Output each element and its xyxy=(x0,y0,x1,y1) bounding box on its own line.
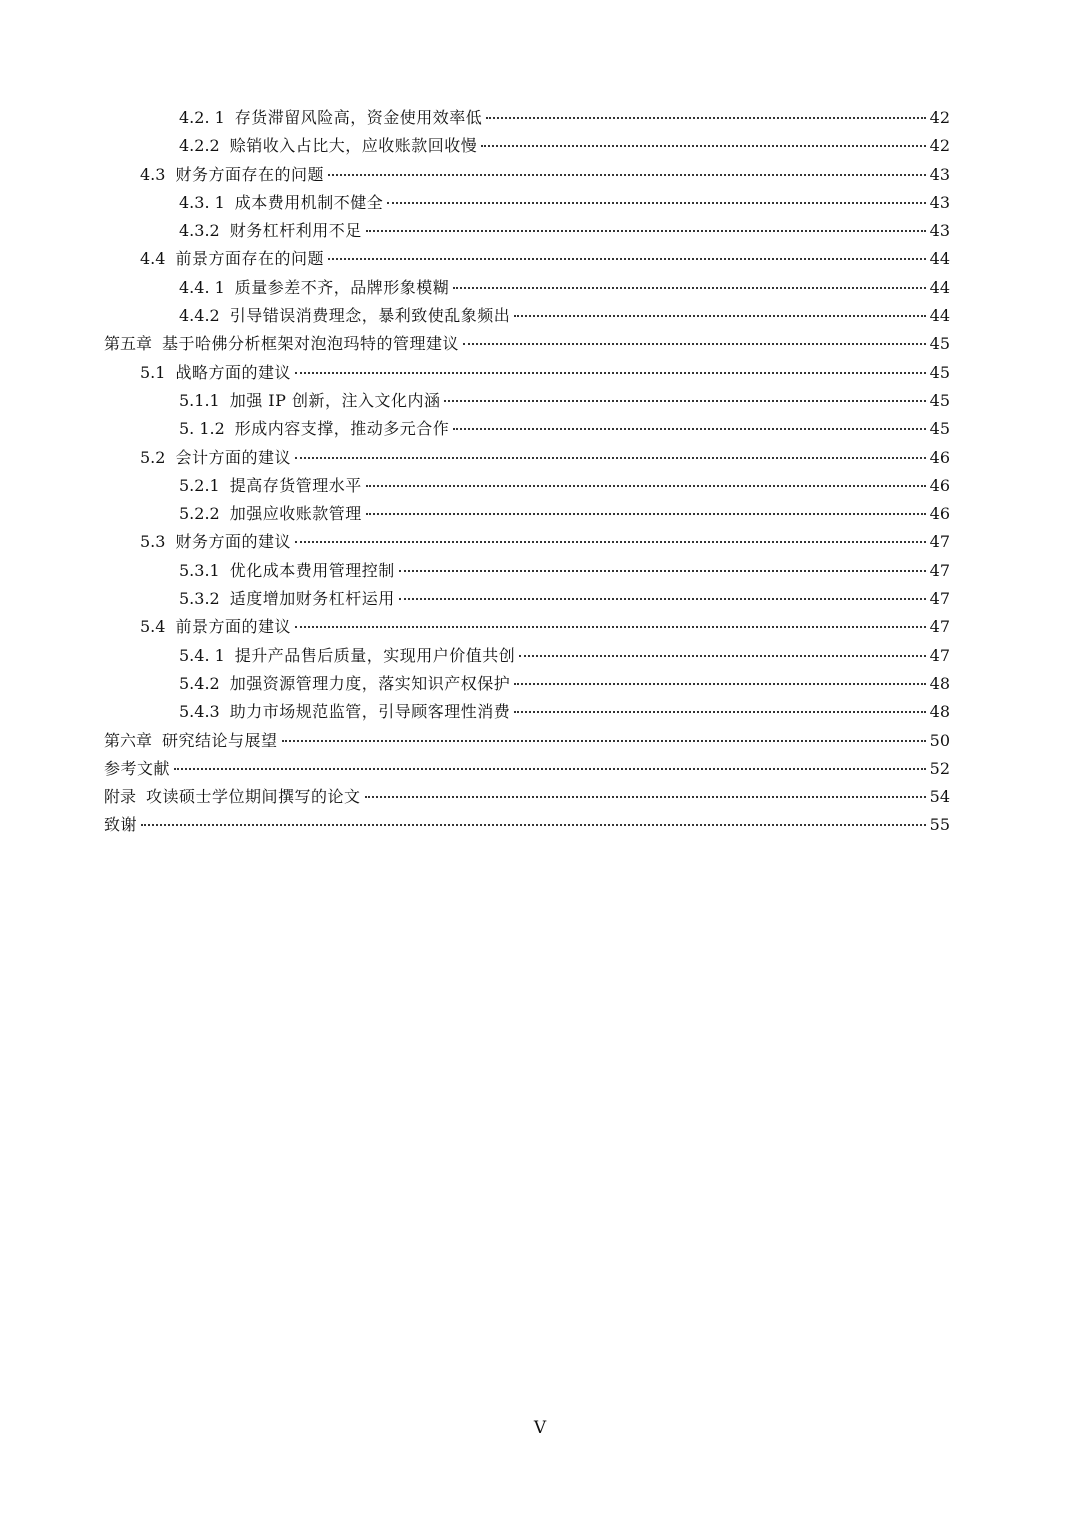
toc-entry[interactable] xyxy=(104,613,950,641)
dot-leader xyxy=(366,484,926,487)
toc-entry-title: 参考文献 xyxy=(104,758,171,778)
toc-entry-title: 战略方面的建议 xyxy=(175,362,291,382)
toc-entry[interactable] xyxy=(104,161,950,189)
toc-entry-page: 46 xyxy=(929,447,950,467)
dot-leader xyxy=(514,682,925,685)
toc-entry[interactable] xyxy=(104,245,950,273)
toc-entry[interactable] xyxy=(104,698,950,726)
dot-leader xyxy=(444,399,925,402)
dot-leader xyxy=(365,795,926,798)
toc-entry[interactable] xyxy=(104,330,950,358)
toc-entry-title: 加强 IP 创新，注入文化内涵 xyxy=(229,390,441,410)
dot-leader xyxy=(366,512,926,515)
toc-entry-page: 47 xyxy=(929,645,950,665)
toc-entry-title: 前景方面的建议 xyxy=(175,617,291,637)
toc-entry[interactable] xyxy=(104,755,950,783)
toc-entry-page: 44 xyxy=(929,306,950,326)
toc-entry-title: 提高存货管理水平 xyxy=(229,475,362,495)
toc-entry[interactable] xyxy=(104,727,950,755)
dot-leader xyxy=(366,229,926,232)
toc-entry[interactable] xyxy=(104,274,950,302)
toc-entry-number: 5.4 xyxy=(140,617,166,637)
toc-entry-title: 财务方面的建议 xyxy=(175,532,291,552)
toc-entry-page: 44 xyxy=(929,277,950,297)
dot-leader xyxy=(399,597,926,600)
toc-entry-number: 4.4.2 xyxy=(179,306,220,326)
toc-entry-page: 45 xyxy=(929,390,950,410)
toc-entry[interactable] xyxy=(104,189,950,217)
dot-leader xyxy=(295,371,926,374)
dot-leader xyxy=(463,342,926,345)
toc-entry-title: 前景方面存在的问题 xyxy=(175,249,324,269)
toc-entry[interactable] xyxy=(104,387,950,415)
toc-entry-page: 46 xyxy=(929,504,950,524)
dot-leader xyxy=(519,654,925,657)
toc-entry-title: 加强应收账款管理 xyxy=(229,504,362,524)
toc-entry[interactable] xyxy=(104,359,950,387)
toc-entry-page: 46 xyxy=(929,475,950,495)
toc-entry-title: 助力市场规范监管，引导顾客理性消费 xyxy=(229,702,511,722)
toc-entry[interactable] xyxy=(104,585,950,613)
toc-entry[interactable] xyxy=(104,444,950,472)
dot-leader xyxy=(295,540,926,543)
toc-entry-number: 5. 1.2 xyxy=(179,419,225,439)
page-number: V xyxy=(533,1418,547,1438)
toc-entry-number: 4.4 xyxy=(140,249,166,269)
toc-entry-page: 43 xyxy=(929,221,950,241)
toc-entry-page: 42 xyxy=(929,108,950,127)
toc-entry-title: 会计方面的建议 xyxy=(175,447,291,467)
toc-entry-title: 提升产品售后质量，实现用户价值共创 xyxy=(234,645,516,665)
toc-entry-number: 4.2. 1 xyxy=(179,108,225,127)
toc-entry-title: 适度增加财务杠杆运用 xyxy=(229,589,395,609)
toc-entry-title: 财务方面存在的问题 xyxy=(175,164,324,184)
toc-entry-page: 45 xyxy=(929,334,950,354)
toc-entry-number: 4.3 xyxy=(140,164,166,184)
dot-leader xyxy=(481,144,925,147)
toc-entry-number: 5.3.1 xyxy=(179,560,220,580)
toc-entry-title: 引导错误消费理念，暴利致使乱象频出 xyxy=(229,306,511,326)
toc-entry-page: 55 xyxy=(929,815,950,835)
toc-entry-page: 44 xyxy=(929,249,950,269)
toc-entry-page: 43 xyxy=(929,192,950,212)
toc-entry-page: 47 xyxy=(929,617,950,637)
toc-entry-page: 47 xyxy=(929,560,950,580)
toc-entry[interactable] xyxy=(104,811,950,839)
toc-entry-number: 5.3 xyxy=(140,532,166,552)
toc-entry-page: 43 xyxy=(929,164,950,184)
toc-entry-number: 4.3. 1 xyxy=(179,192,225,212)
toc-entry-number: 5.2.1 xyxy=(179,475,220,495)
toc-entry-title: 存货滞留风险高，资金使用效率低 xyxy=(234,108,483,127)
toc-entry-title: 致谢 xyxy=(104,815,138,835)
toc-entry-title: 形成内容支撑，推动多元合作 xyxy=(234,419,450,439)
dot-leader xyxy=(328,257,926,260)
toc-entry-page: 45 xyxy=(929,419,950,439)
toc-entry-number: 第五章 xyxy=(104,334,153,354)
toc-entry-number: 5.1 xyxy=(140,362,166,382)
toc-entry-title: 基于哈佛分析框架对泡泡玛特的管理建议 xyxy=(162,334,460,354)
dot-leader xyxy=(453,427,925,430)
toc-entry-number: 第六章 xyxy=(104,730,153,750)
toc-entry-page: 54 xyxy=(929,787,950,807)
dot-leader xyxy=(141,823,926,826)
dot-leader xyxy=(387,201,925,204)
dot-leader xyxy=(399,569,926,572)
toc-entry-title: 加强资源管理力度，落实知识产权保护 xyxy=(229,673,511,693)
toc-entry-title: 研究结论与展望 xyxy=(162,730,278,750)
toc-entry[interactable] xyxy=(104,472,950,500)
toc-entry-page: 47 xyxy=(929,532,950,552)
toc-entry[interactable] xyxy=(104,642,950,670)
toc-entry[interactable] xyxy=(104,302,950,330)
toc-entry[interactable] xyxy=(104,557,950,585)
toc-entry[interactable] xyxy=(104,670,950,698)
toc-entry[interactable] xyxy=(104,132,950,160)
toc-entry[interactable] xyxy=(104,217,950,245)
toc-entry-number: 附录 xyxy=(104,787,137,807)
toc-entry-page: 48 xyxy=(929,702,950,722)
toc-entry-page: 45 xyxy=(929,362,950,382)
dot-leader xyxy=(514,314,925,317)
toc-entry[interactable] xyxy=(104,104,950,132)
toc-entry-number: 5.1.1 xyxy=(179,390,220,410)
dot-leader xyxy=(514,710,925,713)
dot-leader xyxy=(295,625,926,628)
toc-entry-number: 5.4.2 xyxy=(179,673,220,693)
dot-leader xyxy=(282,739,926,742)
toc-entry-title: 质量参差不齐，品牌形象模糊 xyxy=(234,277,450,297)
toc-entry-number: 4.3.2 xyxy=(179,221,220,241)
toc-entry-number: 5.4.3 xyxy=(179,702,220,722)
dot-leader xyxy=(328,173,926,176)
dot-leader xyxy=(174,767,926,770)
toc-entry-title: 成本费用机制不健全 xyxy=(234,192,384,212)
table-of-contents xyxy=(104,104,950,840)
dot-leader xyxy=(295,456,926,459)
dot-leader xyxy=(453,286,925,289)
toc-entry-number: 4.4. 1 xyxy=(179,277,225,297)
toc-entry-number: 4.2.2 xyxy=(179,136,220,156)
toc-entry[interactable] xyxy=(104,500,950,528)
toc-entry-number: 5.4. 1 xyxy=(179,645,225,665)
toc-entry[interactable] xyxy=(104,528,950,556)
toc-entry-page: 52 xyxy=(929,758,950,778)
toc-entry-title: 财务杠杆利用不足 xyxy=(229,221,362,241)
toc-entry-title: 攻读硕士学位期间撰写的论文 xyxy=(146,787,361,807)
toc-entry-page: 47 xyxy=(929,589,950,609)
toc-entry-title: 优化成本费用管理控制 xyxy=(229,560,395,580)
toc-entry[interactable] xyxy=(104,415,950,443)
toc-entry-title: 赊销收入占比大，应收账款回收慢 xyxy=(229,136,478,156)
toc-entry-number: 5.2 xyxy=(140,447,166,467)
toc-entry[interactable] xyxy=(104,783,950,811)
toc-entry-number: 5.2.2 xyxy=(179,504,220,524)
dot-leader xyxy=(486,116,925,119)
toc-entry-page: 50 xyxy=(929,730,950,750)
toc-entry-page: 42 xyxy=(929,136,950,156)
toc-entry-number: 5.3.2 xyxy=(179,589,220,609)
toc-entry-page: 48 xyxy=(929,673,950,693)
